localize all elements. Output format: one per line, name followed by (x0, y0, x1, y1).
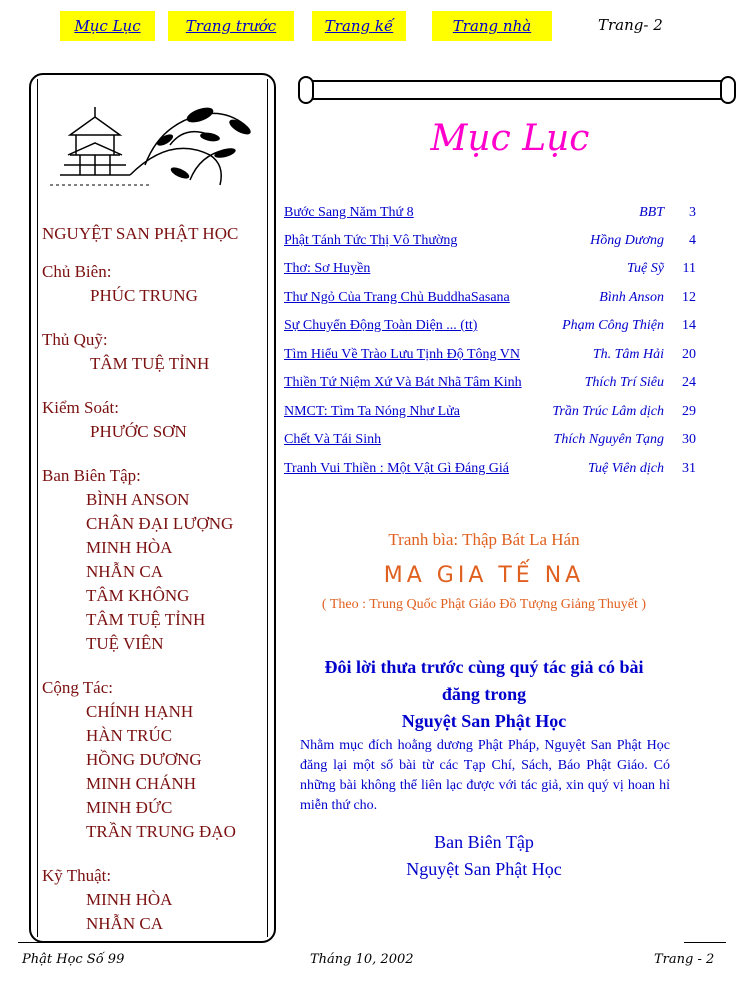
toc-item-page: 3 (689, 205, 696, 220)
contributor: HỒNG DƯƠNG (86, 750, 202, 769)
toc-item-title[interactable]: Sự Chuyển Động Toàn Diện ... (tt) (284, 318, 478, 333)
board-member: TÂM TUỆ TỈNH (86, 610, 206, 629)
footer-rule (18, 942, 138, 943)
board-member: NHẪN CA (86, 562, 163, 581)
toc-item-author: Thích Trí Siêu (584, 375, 664, 390)
nav-prev-button[interactable]: Trang trước (168, 11, 294, 41)
toc-item-page: 30 (682, 432, 696, 447)
toc-item-author: Tuệ Sỹ (627, 261, 664, 276)
toc-item-page: 24 (682, 375, 696, 390)
chief-editor-label: Chủ Biên: (42, 262, 112, 281)
toc-item[interactable] (284, 347, 704, 369)
cover-source: ( Theo : Trung Quốc Phật Giáo Đồ Tượng Giảng Thuyết ) (321, 597, 647, 612)
board-member: TÂM KHÔNG (86, 586, 190, 605)
footer-date: Tháng 10, 2002 (310, 952, 414, 967)
toc-item-page: 29 (682, 404, 696, 419)
technical-member: MINH HÒA (86, 890, 173, 909)
board-member: TUỆ VIÊN (86, 634, 164, 653)
toc-item-title[interactable]: Thiền Tứ Niệm Xứ Và Bát Nhã Tâm Kinh (284, 375, 522, 390)
nav-next-button[interactable]: Trang kế (312, 11, 406, 41)
toc-item[interactable] (284, 432, 704, 454)
board-member: CHÂN ĐẠI LƯỢNG (86, 514, 234, 533)
toc-item[interactable] (284, 205, 704, 227)
toc-item[interactable] (284, 261, 704, 283)
treasurer: TÂM TUỆ TỈNH (90, 354, 210, 373)
toc-item[interactable] (284, 290, 704, 312)
footer-issue: Phật Học Số 99 (22, 952, 125, 967)
contributors-label: Cộng Tác: (42, 678, 113, 697)
toc-item-author: Phạm Công Thiện (562, 318, 664, 333)
toc-item-page: 12 (682, 290, 696, 305)
notice-heading: đăng trong (441, 684, 527, 704)
footer-page: Trang - 2 (654, 952, 715, 967)
toc-item-title[interactable]: Tìm Hiểu Về Trào Lưu Tịnh Độ Tông VN (284, 347, 521, 362)
control: PHƯỚC SƠN (90, 422, 187, 441)
contributor: TRẦN TRUNG ĐẠO (86, 822, 236, 841)
pagoda-illustration (50, 95, 260, 195)
publication-name: NGUYỆT SAN PHẬT HỌC (42, 224, 239, 243)
toc-item-title[interactable]: Chết Và Tái Sinh (284, 432, 382, 447)
notice-signature: Ban Biên Tập (434, 832, 534, 852)
chief-editor: PHÚC TRUNG (90, 286, 198, 305)
page-number-top: Trang- 2 (598, 16, 663, 34)
toc-item-title[interactable]: Phật Tánh Tức Thị Vô Thường (284, 233, 458, 248)
technical-member: NHẪN CA (86, 914, 163, 933)
notice-heading: Nguyệt San Phật Học (401, 711, 567, 731)
toc-item[interactable] (284, 233, 704, 255)
footer-rule (684, 942, 726, 943)
toc-title: Mục Lục (430, 118, 590, 159)
toc-item-author: Th. Tâm Hải (592, 347, 664, 362)
contributor: MINH ĐỨC (86, 798, 173, 817)
contributor: MINH CHÁNH (86, 774, 197, 793)
toc-item-title[interactable]: Bước Sang Năm Thứ 8 (284, 205, 414, 220)
toc-item-title[interactable]: NMCT: Tìm Ta Nóng Như Lửa (284, 404, 460, 419)
toc-item-author: Tuệ Viên dịch (588, 461, 664, 476)
scroll-banner (308, 80, 726, 100)
editorial-board-label: Ban Biên Tập: (42, 466, 141, 485)
nav-toc-button[interactable]: Mục Lục (60, 11, 155, 41)
toc-item-author: Hồng Dương (590, 233, 664, 248)
notice-body: Nhằm mục đích hoằng dương Phật Pháp, Nguyệt San Phật Học đăng lại một số bài từ các Tạp Chí, Sách, Báo Phật Giáo. Có những bài không thể liên lạc được với tác giả, xin quý vị hoan hỉ miễn thứ cho. (300, 738, 670, 813)
toc-item-author: Bình Anson (599, 290, 664, 305)
cover-name: MA GIA TẾ NA (383, 563, 585, 588)
technical-label: Kỹ Thuật: (42, 866, 112, 885)
toc-item-title[interactable]: Thư Ngỏ Của Trang Chủ BuddhaSasana (284, 290, 510, 305)
toc-item[interactable] (284, 375, 704, 397)
contributor: CHÍNH HẠNH (86, 702, 194, 721)
toc-item-page: 4 (689, 233, 696, 248)
toc-item-title[interactable]: Tranh Vui Thiền : Một Vật Gì Đáng Giá (284, 461, 509, 476)
toc-item-page: 11 (682, 261, 696, 276)
toc-item-author: Thích Nguyên Tạng (553, 432, 664, 447)
toc-item[interactable] (284, 404, 704, 426)
toc-item[interactable] (284, 318, 704, 340)
toc-item-title[interactable]: Thơ: Sơ Huyền (284, 261, 371, 276)
toc-item-author: Trần Trúc Lâm dịch (552, 404, 664, 419)
notice-heading: Đôi lời thưa trước cùng quý tác giả có bài (324, 657, 644, 677)
cover-label: Tranh bìa: Thập Bát La Hán (388, 530, 580, 549)
toc-item-page: 20 (682, 347, 696, 362)
toc-item[interactable] (284, 461, 704, 483)
board-member: BÌNH ANSON (86, 490, 190, 509)
board-member: MINH HÒA (86, 538, 173, 557)
toc-item-page: 14 (682, 318, 696, 333)
contributor: HÀN TRÚC (86, 726, 173, 745)
notice-signature: Nguyệt San Phật Học (406, 859, 562, 879)
toc-item-author: BBT (639, 205, 664, 220)
treasurer-label: Thủ Quỹ: (42, 330, 108, 349)
toc-item-page: 31 (682, 461, 696, 476)
nav-home-button[interactable]: Trang nhà (432, 11, 552, 41)
control-label: Kiểm Soát: (42, 398, 119, 417)
